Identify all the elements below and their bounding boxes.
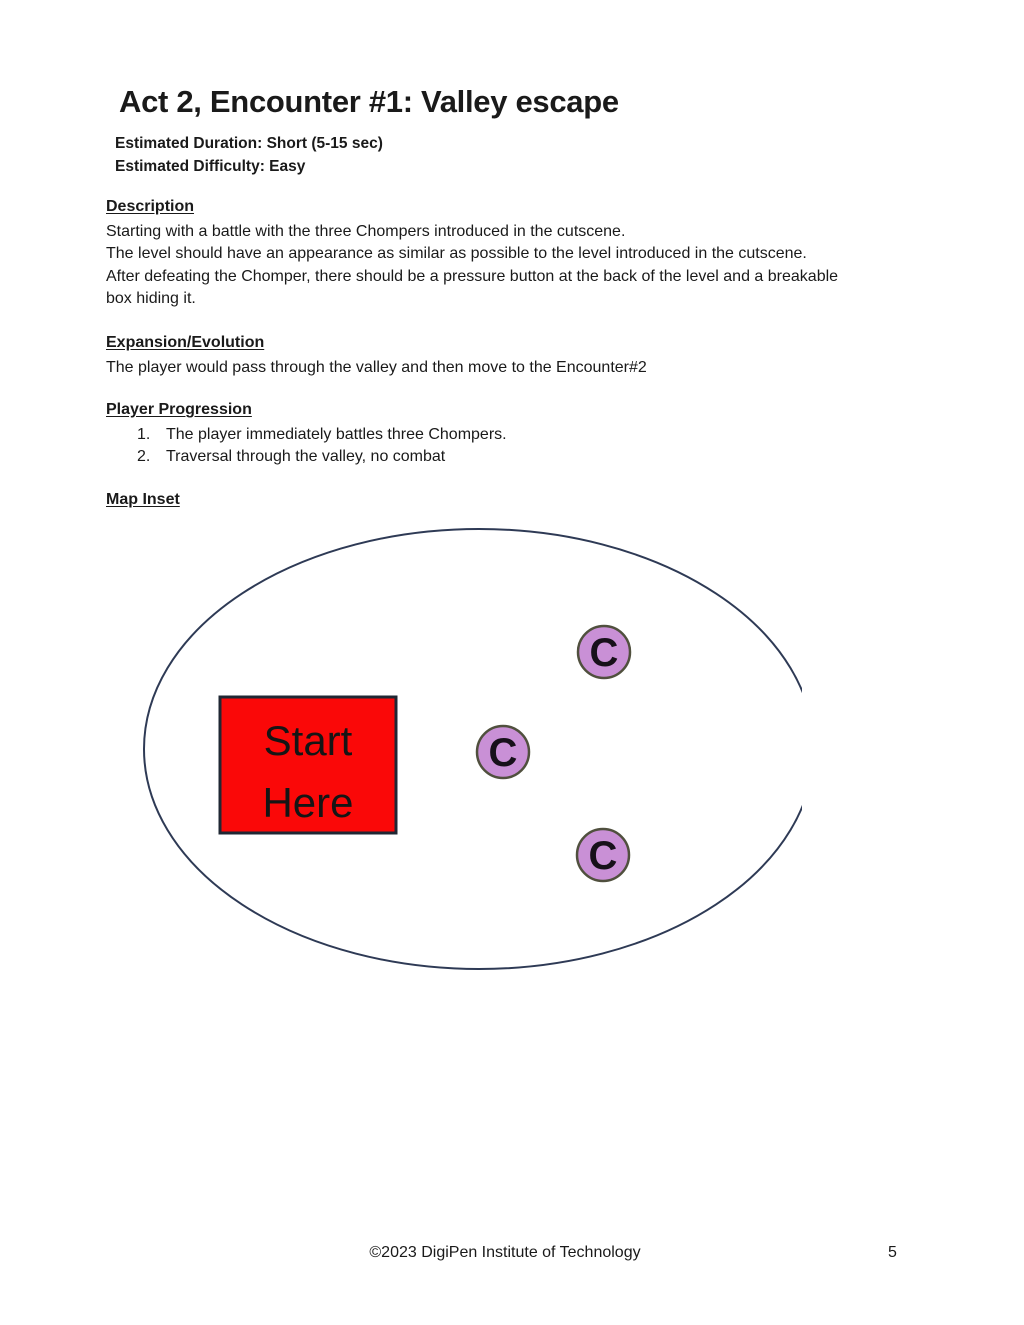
description-line: box hiding it.: [106, 290, 196, 308]
page-number: 5: [888, 1244, 897, 1261]
description-heading: Description: [106, 198, 195, 215]
chomper-label: C: [588, 834, 618, 878]
expansion-line: The player would pass through the valley and then move to the Encounter#2: [106, 359, 647, 376]
chomper-label: C: [488, 731, 518, 775]
expansion-body: [106, 357, 647, 379]
list-item: [106, 446, 507, 468]
footer-copyright: ©2023 DigiPen Institute of Technology: [369, 1244, 641, 1261]
list-item-text: Traversal through the valley, no combat: [166, 448, 446, 466]
estimated-duration: Estimated Duration: Short (5-15 sec): [115, 135, 383, 152]
page-title: Act 2, Encounter #1: Valley escape: [119, 84, 619, 119]
chomper-token: [578, 626, 630, 678]
start-here-label-line1: Start: [263, 717, 353, 764]
chomper-label: C: [589, 631, 619, 675]
encounter-meta: [115, 132, 383, 178]
description-line: The level should have an appearance as similar as possible to the level introduced in the cutscene.: [106, 245, 807, 263]
player-progression-heading: Player Progression: [106, 401, 252, 418]
estimated-difficulty: Estimated Difficulty: Easy: [115, 158, 306, 175]
description-line: Starting with a battle with the three Chompers introduced in the cutscene.: [106, 223, 626, 240]
list-item-number: 1.: [137, 426, 151, 443]
start-here-box: [220, 697, 396, 833]
map-inset-figure: [142, 528, 802, 973]
expansion-heading: Expansion/Evolution: [106, 334, 265, 351]
chomper-token: [577, 829, 629, 881]
player-progression-list: [106, 424, 507, 469]
start-here-label-line2: Here: [262, 779, 354, 826]
description-line: After defeating the Chomper, there should be a pressure button at the back of the level and a breakable: [106, 267, 839, 285]
list-item: [106, 424, 507, 446]
list-item-number: 2.: [137, 448, 151, 466]
list-item-text: The player immediately battles three Chompers.: [166, 426, 507, 443]
description-body: [106, 221, 838, 311]
map-inset-heading: Map Inset: [106, 491, 180, 508]
chomper-token: [477, 726, 529, 778]
